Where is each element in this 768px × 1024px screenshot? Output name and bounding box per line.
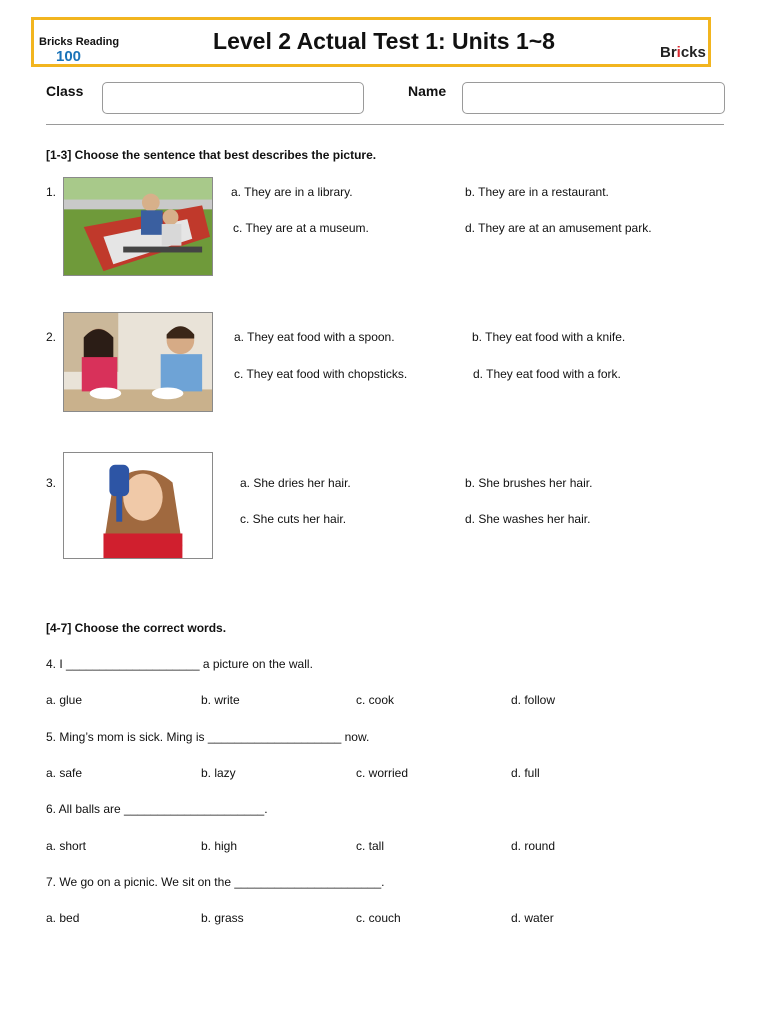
divider	[46, 124, 724, 125]
page-title: Level 2 Actual Test 1: Units 1~8	[213, 28, 555, 54]
question-2-option-a[interactable]: a. They eat food with a spoon.	[234, 330, 395, 344]
question-5-option-b[interactable]: b. lazy	[201, 766, 236, 780]
question-7-prompt	[46, 875, 385, 889]
brand-name: Bricks Reading	[39, 36, 120, 48]
question-2-option-d[interactable]: d. They eat food with a fork.	[473, 367, 621, 381]
question-1-option-d[interactable]: d. They are at an amusement park.	[465, 221, 652, 235]
question-1-number: 1.	[46, 185, 57, 199]
question-5-option-c[interactable]: c. worried	[356, 766, 409, 780]
question-4-option-d[interactable]: d. follow	[511, 693, 556, 707]
kids-eating-noodles-photo	[63, 312, 213, 412]
question-3-option-b[interactable]: b. She brushes her hair.	[465, 476, 593, 490]
question-2-number: 2.	[46, 330, 57, 344]
question-3-number: 3.	[46, 476, 57, 490]
question-6-blank: _____________________	[124, 802, 265, 816]
question-4-prompt-start: 4. I	[46, 657, 67, 671]
question-6-option-c[interactable]: c. tall	[356, 839, 385, 853]
logo-text-start: Br	[660, 44, 677, 61]
question-5-prompt-start: 5. Ming’s mom is sick. Ming is	[46, 730, 208, 744]
question-5-prompt	[46, 730, 369, 744]
section-2-heading: [4-7] Choose the correct words.	[46, 621, 227, 635]
question-4-blank: ____________________	[66, 657, 200, 671]
question-7-option-c[interactable]: c. couch	[356, 911, 401, 925]
question-7-option-b[interactable]: b. grass	[201, 911, 244, 925]
amusement-ride-photo	[63, 177, 213, 276]
question-7-option-d[interactable]: d. water	[511, 911, 554, 925]
question-5-option-a[interactable]: a. safe	[46, 766, 83, 780]
question-6-option-d[interactable]: d. round	[511, 839, 556, 853]
question-6-prompt	[46, 802, 268, 816]
question-3-option-a[interactable]: a. She dries her hair.	[240, 476, 351, 490]
question-1-option-b[interactable]: b. They are in a restaurant.	[465, 185, 609, 199]
question-6-option-a[interactable]: a. short	[46, 839, 87, 853]
question-3-option-c[interactable]: c. She cuts her hair.	[240, 512, 347, 526]
question-6-option-b[interactable]: b. high	[201, 839, 238, 853]
question-1-option-a[interactable]: a. They are in a library.	[231, 185, 353, 199]
bricks-logo	[660, 44, 706, 61]
name-label: Name	[408, 83, 447, 99]
question-4-prompt	[46, 657, 313, 671]
question-6-prompt-end: .	[264, 802, 268, 816]
question-7-prompt-end: .	[381, 875, 385, 889]
question-2-option-b[interactable]: b. They eat food with a knife.	[472, 330, 626, 344]
logo-text-dot: i	[676, 44, 681, 61]
question-6-prompt-start: 6. All balls are	[46, 802, 125, 816]
question-4-prompt-end: a picture on the wall.	[199, 657, 313, 671]
section-1-heading: [1-3] Choose the sentence that best describes the picture.	[46, 148, 377, 162]
question-7-blank: ______________________	[234, 875, 382, 889]
question-5-option-d[interactable]: d. full	[511, 766, 540, 780]
question-7-prompt-start: 7. We go on a picnic. We sit on the	[46, 875, 235, 889]
girl-brushing-hair-photo	[63, 452, 213, 559]
brand-number: 100	[56, 48, 82, 65]
question-4-option-a[interactable]: a. glue	[46, 693, 83, 707]
question-5-prompt-end: now.	[341, 730, 370, 744]
question-1-option-c[interactable]: c. They are at a museum.	[233, 221, 369, 235]
question-4-option-c[interactable]: c. cook	[356, 693, 395, 707]
question-3-option-d[interactable]: d. She washes her hair.	[465, 512, 591, 526]
question-5-blank: ____________________	[207, 730, 342, 744]
name-field[interactable]	[462, 82, 725, 114]
question-7-option-a[interactable]: a. bed	[46, 911, 80, 925]
class-label: Class	[46, 83, 84, 99]
class-field[interactable]	[102, 82, 364, 114]
logo-text-end: cks	[680, 44, 706, 61]
question-4-option-b[interactable]: b. write	[201, 693, 240, 707]
question-2-option-c[interactable]: c. They eat food with chopsticks.	[234, 367, 408, 381]
